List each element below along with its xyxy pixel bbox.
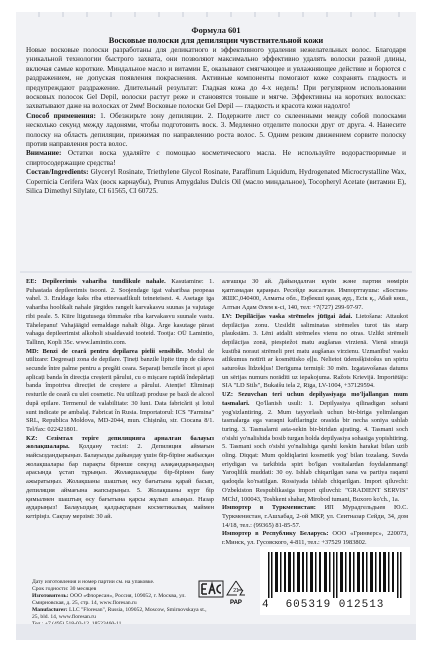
composition-paragraph [26, 168, 406, 196]
package-panel [16, 12, 416, 640]
warning-text: Остатки воска удаляйте с помощью косметического масла. Не используйте водорастворимые и спиртосодержащие средства! [26, 149, 407, 167]
by-importer-text: ООО «Гринверс», 220073, г.Минск, ул. Гусовского, 4-811, тел.: +37529 1983802. [222, 530, 408, 547]
manufacturer-en-label: Manufacturer: [32, 607, 68, 613]
bottom-fold [16, 624, 416, 640]
barcode-first-digit: 4 [262, 599, 269, 611]
md-text: Modul de utilizare: Degresați zona de depilare. Țineți banzile lipite timp de câteva secunde între palme pentru a pregăti ceara. Separați benzile încet și apoi aplicați banda în direcția creșterii părului, cu o mișcare rapidă îndepărtați banda împotriva direcției de creștere a părului. Atenție! Eliminați resturile de ceară cu ulei cosmetic. Nu utilizați produse pe bază de alcool după epilare. Termenul de valabilitate: 30 luni. Data fabricării și lotul sunt indicate pe ambalaj. Fabricat în Rusia. Importatorul: ICS "Farmina" SRL, Republica Moldova, MD-2044, mun. Chișinău, str. Ciocana 8/1. Tel/fax: 022421801. [26, 347, 214, 433]
product-title: Формула 601 [191, 26, 241, 35]
uz-text: Qo'llanish usuli: 1. Depilyasiya qilinadigan sohani yog'sizlantiring. 2. Mum tayyorlash uchun bir-biriga yelimlangan tasmalarga ega varaqni kaftlaringiz orasida bir necha soniya ushlab turing. 3. Tasmalarni asta-sekin bir-biridan ajrating. 4. Tasmani soch o'sishi yo'nalishida bosib turgan holda depilyasiya sohasiga yopishtiring. 5. Tasmani soch o'sishi yo'nalishiga qarshi keskin harakat bilan uzib oling. Diqqat: Mum qoldiqlarini kosmetik yog' bilan tozalang. Suvda eriydigan va tarkibida spirt bo'lgan vositalardan foydalanmang! Yaroqlilik muddati: 30 oy. Ishlab chiqarilgan sana va partiya raqami qadoqda ko'rsatilgan. Rossiyada ishlab chiqarilgan. Import qiluvchi: O'zbekiston Respublikasiga import qiluvchi: "GRADIENT SERVIS" MChJ, 100043, Toshkent shahar, Mirobod tumani, Buxoro ko'ch., 1a. [222, 399, 408, 503]
manufacturer-block [32, 579, 208, 628]
composition-label: Состав/Ingredients: [26, 168, 89, 177]
product-subtitle: Восковые полоски для депиляции чувствительной кожи [108, 36, 324, 45]
section-divider [20, 271, 412, 273]
manufacturer-ru-label: Изготовитель: [32, 593, 69, 599]
barcode-number: 605319 012513 [285, 599, 385, 611]
method-paragraph [26, 112, 406, 150]
manufacturer-ru [32, 593, 208, 607]
by-importer-label: Импортер в Республику Беларусь: [222, 530, 329, 538]
kz-label: KZ: Сезімтал теріге депиляцияға арналған балауыз жолақшалары. [26, 434, 214, 451]
intro-text: Новые восковые полоски разработаны для деликатного и эффективного удаления нежелательных волос. Благодаря уникальной технологии быстрого захвата, они позволяют максимально эффективно удалять волоски разной длины, включая самые короткие. Миндальное масло и витамин Е, оказывают смягчающее и увлажняющее действие и борются с раздражением, не допуская появления покраснения. Активные компоненты помогают коже сохранять гладкость и предупреждают раздражение. Длительный результат: Гладкая кожа до 4-х недель! При регулярном использовании восковых полосок Gel Depil, волоски растут реже и становятся тоньше и мягче. Эффективны на коротких волосках: захватывают даже на волосках от 2мм! Восковые полоски Gel Depil — гладкость и красота кожи надолго! [26, 46, 406, 111]
by-importer-paragraph [222, 530, 408, 547]
barcode [260, 547, 410, 615]
kz-continued-text: алғашқы 30 ай. Дайындалған күнін және партия нөмірін қаптамадан қараңыз. Ресейде жасалған. Импорттаушы: «Бостан» ЖШС,040400, Алматы обл., Еңбекші қазақ ауд., Есік қ., Абай көш., Алтын Адам Әлем к-сі, 140, тел: +7(727) 299-97-97. [222, 278, 408, 312]
method-label: Способ применения: [26, 111, 96, 120]
ee-paragraph [26, 278, 214, 348]
kz-continued-paragraph [222, 278, 408, 313]
uz-paragraph [222, 391, 408, 504]
lv-paragraph [222, 313, 408, 391]
tm-importer-text: ИП Мурадгельдыев Ю.С. Туркменистан, г.Ашхабад, 2-ой МКР, ул. Сеитназар Сейди, 34, дом 14/18, тел.: (99365) 81-85-57. [222, 504, 408, 529]
barcode-bars [268, 552, 402, 598]
uz-label: UZ: Sezuvchan teri uchun depilyasiyaga mo'ljallangan mum tasmalari. [222, 391, 408, 407]
method-text: 1. Обезжирьте зону депиляции. 2. Подержите лист со склеенными между собой полосками несколько секунд между ладонями, чтобы подготовить воск. 3. Медленно отделите полоски друг от друга. 4. Нанесите полоску на область депиляции, прижимая по направлению роста волос. 5. Одним резким движением сорвите полоску против направления роста волос. [26, 111, 406, 149]
recycle-number: 21 [233, 588, 239, 594]
tm-importer-paragraph [222, 504, 408, 530]
lv-text: Lietošana: Attaukot depilācijas zonu. Uzsildīt saliminatas strēmeles turot tās starp plaukstām. 3. Lēni atdalīt strēmeles vienu no otras. Uzlikt strēmeli depilācijas zonā, piespiežot matu augšanas virzienā. Vienā straujā kustībā noraut strēmeli pret matu augšanas virzienu. Uzmanību! vasku atlikumus notīrīt ar kosmētisko eļļu. Nelietot ūdensšķīstošus un spirtu saturošus līdzekļus! Derīguma termiņš: 30 mēn. Izgatavošanas datums un sērijas numurs norādīti uz iepakojuma. Ražots Krievijā. Importētājs: SIA "LD Stils", Bukaišu iela 2, Rīga, LV-1004, +37129594. [222, 312, 408, 390]
recycle-code: PAP [230, 600, 242, 606]
md-label: MD: Benzi de ceară pentru depilarea pielii sensibile. [26, 347, 184, 355]
recycle-pap-icon [227, 581, 245, 606]
manufacturer-en-text: LLC "Floresan", Russia, 109052, Moscow, Smirnovskaya st., 25, bld. 14, www.floresan.ru [32, 607, 207, 620]
ee-text: Kasutamine: 1. Puhastada depileerimis tsooni. 2. Soojendage igat vaharibaa peopeaa vahel. 3. Eraldage kaks riba etteevaatlikult teineteisest. 4. Asetage iga vahariba hoolikalt nahale järgides rangelt karvakasvu suunas ja vajutage ribi peale. 5. Kiire liigutusega tõmmake riba karvakasvu suunale vastu. Tähelepanu! Vahajäägid eemaldage nahalt õliga. Ärge kasutage pärast vahaga depileerimist alkoholi sisaldavaid tooteid. Tootja: OÜ Lamintio, Tallinn, Kopli 35c. www.lamintio.com. [26, 278, 214, 346]
kz-text: Қолдану тәсілі: 2. Депиляция аймағын майсыздандырыңыз. Балауызды дайындау үшін бір-біріне жабысқан жолақшалары бар парақты бірнеше секунд алақандарыңыздың арасында ұстап тұрыңыз. Жолақшаларды бір-бірінен баяу ажыратыңыз. Жолақшаны шаштың өсу бағытына қарай басып, депиляция аймағына жапсырыңыз. 5. Жолақшаны күрт бір қимылмен шаштың өсу бағытына қарсы жұлып алыңыз. Назар аударыңыз! Балауыздың қалдықтарын косметикалық маймен кетіріңіз. Сақтау мерзімі: 30 ай. [26, 443, 214, 520]
top-perforation [16, 12, 416, 17]
left-language-column [26, 278, 214, 522]
composition-text: Glyceryl Rosinate, Triethylene Glycol Rosinate, Paraffinum Liquidum, Hydrogenated Microcrystalline Wax, Copernicia Cerifera Wax (воск карнаубы), Prunus Amygdalus Dulcis Oil (масло миндальное), Tocopheryl Acetate (витамин Е), Silica Dimethyl Silylate, CI 61565, CI 60725. [26, 168, 406, 196]
ee-label: EE: Depileerimis vahariba tundlikule nahale. [26, 278, 166, 285]
warning-paragraph [26, 149, 406, 168]
manufacturer-en [32, 607, 208, 621]
shelf-life-note: Срок годности: 30 месяцев [32, 586, 97, 592]
manufacturer-ru-text: ООО «Флоресан», Россия, 109052, г. Москва, ул. Смирновская, д. 25, стр. 14, www.floresan.ru [32, 593, 186, 606]
tm-importer-label: Импортер в Туркменистан: [222, 504, 316, 512]
lv-label: LV: Depilācijas vaska strēmeles jūtīgai ādai. [222, 312, 353, 320]
kz-paragraph [26, 435, 214, 522]
russian-description-section [26, 26, 406, 197]
right-language-column [222, 278, 408, 548]
batch-note: Дату изготовления и номер партии см. на упаковке. [32, 579, 155, 585]
certification-logos [198, 578, 252, 614]
eac-mark-icon [199, 581, 223, 597]
md-paragraph [26, 348, 214, 435]
warning-label: Внимание: [26, 149, 62, 158]
